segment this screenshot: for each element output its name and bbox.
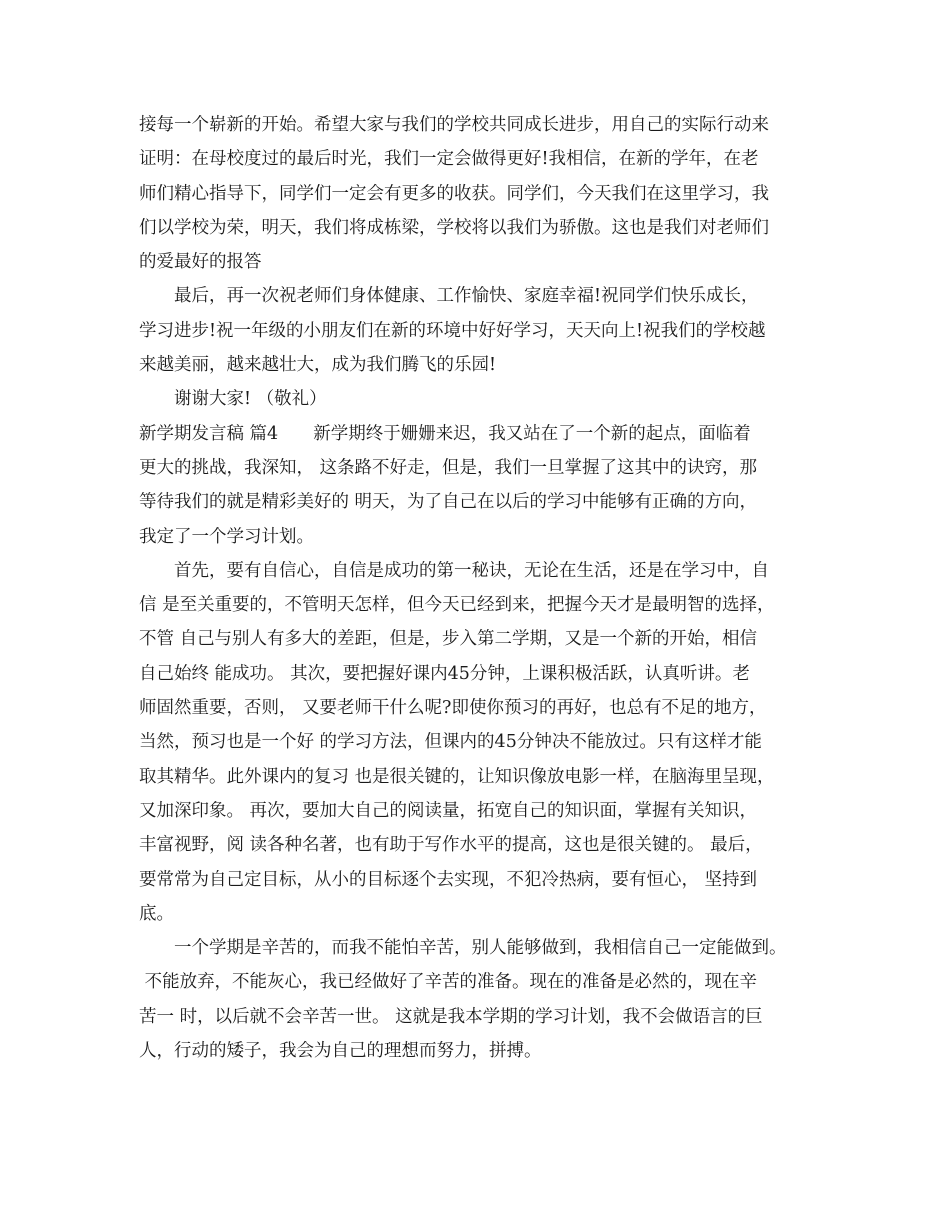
text-line: 人，行动的矮子，我会为自己的理想而努力，拼搏。 xyxy=(139,1041,542,1062)
text-line: 一个学期是辛苦的，而我不能怕辛苦，别人能够做到，我相信自己一定能做到。 xyxy=(139,938,787,959)
text-line: 取其精华。此外课内的复习 也是很关键的，让知识像放电影一样，在脑海里呈现， xyxy=(139,766,775,787)
text-line: 最后，再一次祝老师们身体健康、工作愉快、家庭幸福!祝同学们快乐成长， xyxy=(139,286,759,307)
text-line: 我定了一个学习计划。 xyxy=(139,526,314,547)
text-line: 谢谢大家! （敬礼） xyxy=(139,389,327,410)
text-line: 首先，要有自信心，自信是成功的第一秘诀，无论在生活，还是在学习中，自 xyxy=(139,560,769,581)
text-line: 苦一 时，以后就不会辛苦一世。 这就是我本学期的学习计划，我不会做语言的巨 xyxy=(139,1006,763,1027)
text-line: 要常常为自己定目标，从小的目标逐个去实现，不犯冷热病，要有恒心， 坚持到 xyxy=(139,869,758,890)
text-line: 信 是至关重要的，不管明天怎样，但今天已经到来，把握今天才是最明智的选择， xyxy=(139,595,775,616)
text-line: 等待我们的就是精彩美好的 明天，为了自己在以后的学习中能够有正确的方向， xyxy=(139,492,758,513)
text-line: 来越美丽，越来越壮大，成为我们腾飞的乐园! xyxy=(139,355,497,376)
document-body xyxy=(139,108,814,1068)
text-line: 丰富视野，阅 读各种名著，也有助于写作水平的提高，这也是很关键的。 最后， xyxy=(139,835,763,856)
text-line: 学习进步!祝一年级的小朋友们在新的环境中好好学习，天天向上!祝我们的学校越 xyxy=(139,320,766,341)
text-line: 师固然重要，否则， 又要老师干什么呢?即使你预习的再好，也总有不足的地方， xyxy=(139,698,767,719)
text-line: 接每一个崭新的开始。希望大家与我们的学校共同成长进步，用自己的实际行动来 xyxy=(139,115,769,135)
text-line: 师们精心指导下，同学们一定会有更多的收获。同学们，今天我们在这里学习，我 xyxy=(139,183,769,204)
text-line: 不能放弃，不能灰心，我已经做好了辛苦的准备。现在的准备是必然的，现在辛 xyxy=(139,972,758,993)
text-line: 的爱最好的报答 xyxy=(139,252,262,273)
text-line: 更大的挑战，我深知， 这条路不好走，但是，我们一旦掌握了这其中的诀窍，那 xyxy=(139,457,758,478)
text-line: 自己始终 能成功。 其次，要把握好课内45分钟，上课积极活跃，认真听讲。老 xyxy=(139,663,750,684)
section-heading-line: 新学期发言稿 篇4 新学期终于姗姗来迟，我又站在了一个新的起点，面临着 xyxy=(139,423,751,444)
text-line: 们以学校为荣，明天，我们将成栋梁，学校将以我们为骄傲。这也是我们对老师们 xyxy=(139,217,769,238)
text-line: 当然，预习也是一个好 的学习方法，但课内的45分钟决不能放过。只有这样才能 xyxy=(139,732,762,753)
text-line: 证明：在母校度过的最后时光，我们一定会做得更好!我相信，在新的学年，在老 xyxy=(139,149,759,170)
text-line: 不管 自己与别人有多大的差距，但是，步入第二学期，又是一个新的开始，相信 xyxy=(139,629,758,650)
text-line: 又加深印象。 再次，要加大自己的阅读量，拓宽自己的知识面，掌握有关知识， xyxy=(139,800,758,821)
text-line: 底。 xyxy=(139,903,174,924)
